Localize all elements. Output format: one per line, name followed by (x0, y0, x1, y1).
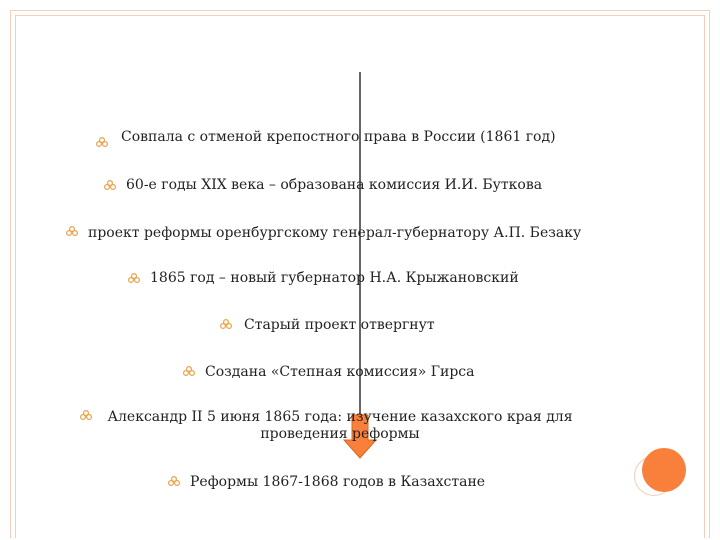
flow-item-5: Старый проект отвергнут (244, 317, 435, 333)
flow-item-7: Александр II 5 июня 1865 года: изучение казахского края для проведения реформы (107, 409, 573, 442)
flow-item-8: Реформы 1867-1868 годов в Казахстане (190, 474, 486, 490)
flow-item-4: 1865 год – новый губернатор Н.А. Крыжановский (150, 270, 519, 286)
flow-item-1: Совпала с отменой крепостного права в России (1861 год) (121, 129, 556, 145)
orange-circle-icon (642, 448, 686, 492)
flow-item-2: 60-е годы XIX века – образована комиссия И.И. Буткова (126, 177, 543, 193)
flow-item-6: Создана «Степная комиссия» Гирса (205, 364, 475, 380)
flow-item-3: проект реформы оренбургскому генерал-губернатору А.П. Безаку (88, 225, 582, 241)
